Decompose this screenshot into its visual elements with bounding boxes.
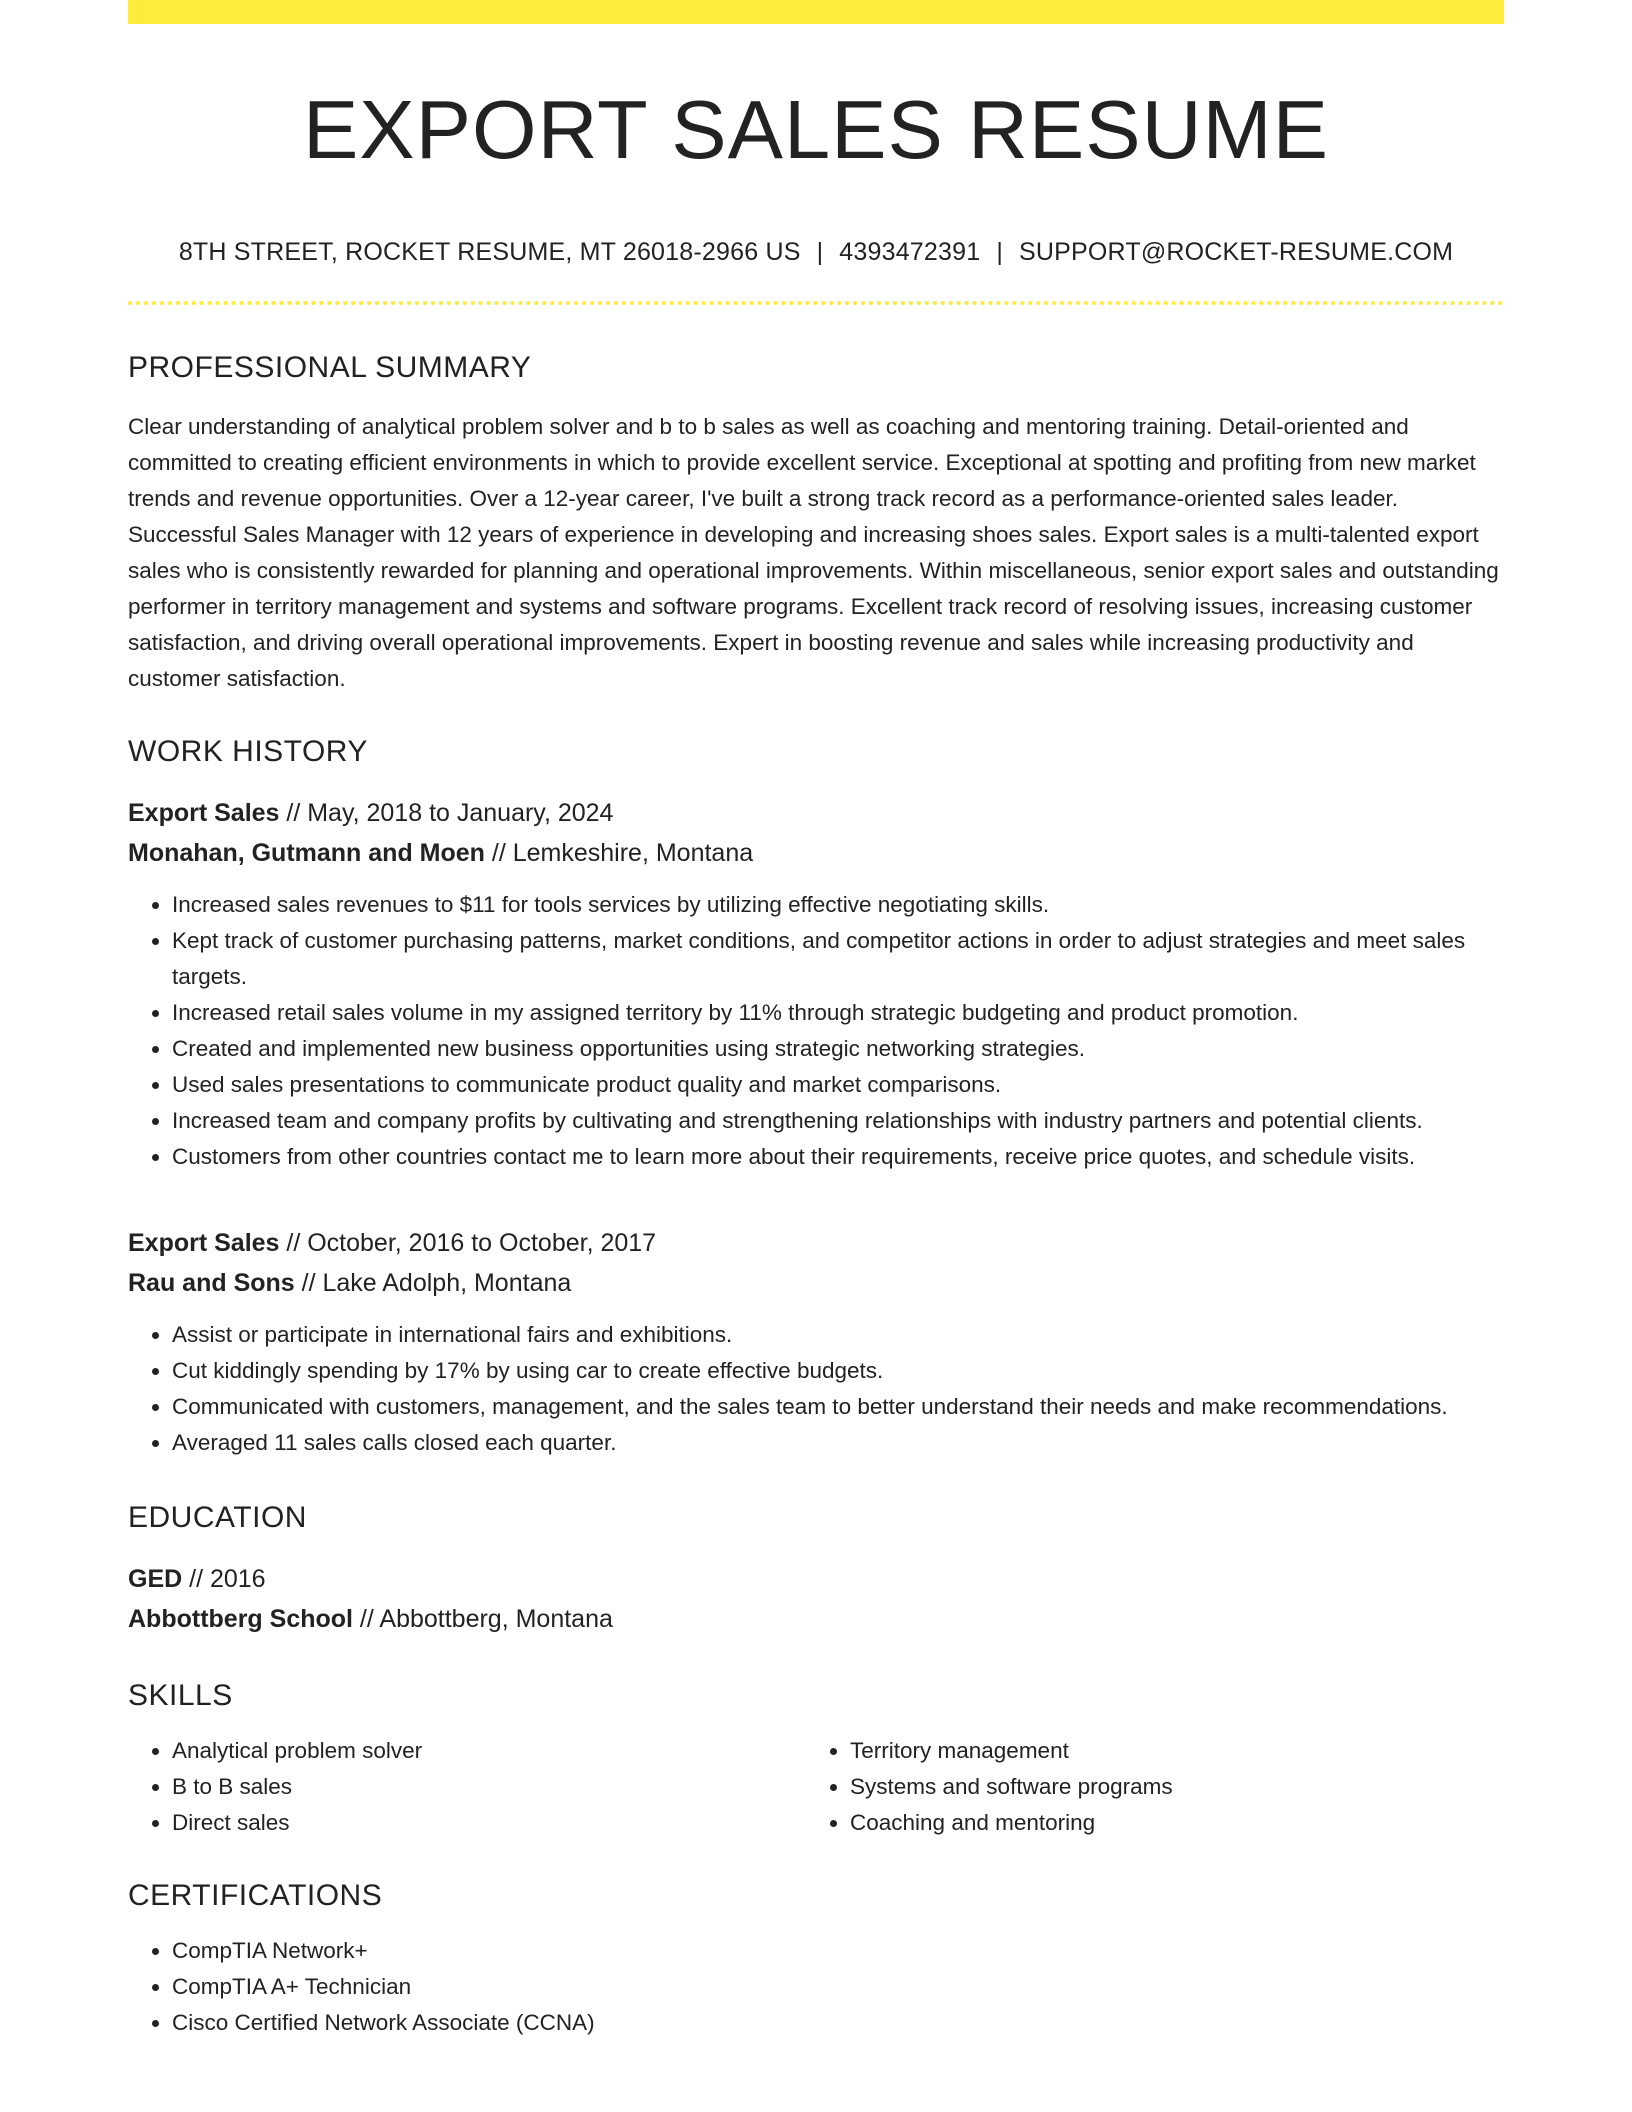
job-dates: // October, 2016 to October, 2017 <box>279 1229 657 1258</box>
certification-item: • CompTIA Network+ <box>172 1933 1504 1969</box>
summary-text: Clear understanding of analytical problem solver and b to b sales as well as coaching and mentoring training. Detail-oriented and committed to creating efficient environments in which to provide excellent service. Exceptional at spotting and profiting from new market trends and revenue opportunities. Over a 12-year career, I've built a strong track record as a performance-oriented sales leader. Successful Sales Manager with 12 years of experience in developing and increasing shoes sales. Export sales is a multi-talented export sales who is consistently rewarded for planning and operational improvements. Within miscellaneous, senior export sales and outstanding performer in territory management and systems and software programs. Excellent track record of resolving issues, increasing customer satisfaction, and driving overall operational improvements. Expert in boosting revenue and sales while increasing productivity and customer satisfaction. <box>128 414 1499 692</box>
job-entry <box>128 793 1504 1175</box>
contact-separator: | <box>816 238 824 267</box>
skill-item: • Territory management <box>850 1733 1484 1769</box>
job-bullet: • Communicated with customers, management, and the sales team to better understand their needs and make recommendations. <box>172 1389 1504 1425</box>
education-location: // Abbottberg, Montana <box>352 1605 613 1634</box>
skill-item: • B to B sales <box>172 1769 806 1805</box>
job-location: // Lemkeshire, Montana <box>484 839 754 868</box>
education-entry <box>128 1559 1504 1639</box>
education-degree-line <box>128 1559 1504 1599</box>
contact-separator: | <box>996 238 1004 267</box>
certifications-heading: CERTIFICATIONS <box>128 1879 383 1913</box>
certifications-list <box>128 1933 1504 2041</box>
job-bullets <box>128 887 1504 1175</box>
job-role-line <box>128 1223 1504 1263</box>
education-school-line <box>128 1599 1504 1639</box>
certification-item: • Cisco Certified Network Associate (CCNA) <box>172 2005 1504 2041</box>
job-bullet: • Increased retail sales volume in my assigned territory by 11% through strategic budgeting and product promotion. <box>172 995 1504 1031</box>
skills-heading: SKILLS <box>128 1679 233 1713</box>
contact-line <box>128 238 1504 267</box>
education-school: Abbottberg School <box>128 1605 353 1634</box>
certification-item: • CompTIA A+ Technician <box>172 1969 1504 2005</box>
job-bullet: • Customers from other countries contact me to learn more about their requirements, receive price quotes, and schedule visits. <box>172 1139 1504 1175</box>
job-bullet: • Increased team and company profits by cultivating and strengthening relationships with industry partners and potential clients. <box>172 1103 1504 1139</box>
dotted-divider <box>128 301 1504 305</box>
education-heading: EDUCATION <box>128 1501 307 1535</box>
contact-email: SUPPORT@ROCKET-RESUME.COM <box>1019 238 1454 267</box>
job-bullet: • Used sales presentations to communicate product quality and market comparisons. <box>172 1067 1504 1103</box>
job-bullet: • Kept track of customer purchasing patterns, market conditions, and competitor actions in order to adjust strategies and meet sales targets. <box>172 923 1504 995</box>
skills-right-list <box>806 1733 1484 1841</box>
job-role: Export Sales <box>128 799 280 828</box>
contact-address: 8TH STREET, ROCKET RESUME, MT 26018-2966 US <box>178 238 801 267</box>
job-bullet: • Created and implemented new business opportunities using strategic networking strategies. <box>172 1031 1504 1067</box>
skills-grid <box>128 1733 1504 1841</box>
job-company-line <box>128 833 1504 873</box>
job-bullets <box>128 1317 1504 1461</box>
skills-left-list <box>128 1733 806 1841</box>
job-location: // Lake Adolph, Montana <box>294 1269 572 1298</box>
skill-item: • Direct sales <box>172 1805 806 1841</box>
skill-item: • Coaching and mentoring <box>850 1805 1484 1841</box>
contact-phone: 4393472391 <box>839 238 981 267</box>
summary-heading: PROFESSIONAL SUMMARY <box>128 351 532 385</box>
job-bullet: • Averaged 11 sales calls closed each quarter. <box>172 1425 1504 1461</box>
education-degree: GED <box>128 1565 183 1594</box>
skill-item: • Analytical problem solver <box>172 1733 806 1769</box>
job-bullet: • Assist or participate in international fairs and exhibitions. <box>172 1317 1504 1353</box>
education-year: // 2016 <box>182 1565 266 1594</box>
job-company: Rau and Sons <box>128 1269 295 1298</box>
job-entry <box>128 1223 1504 1461</box>
skill-item: • Systems and software programs <box>850 1769 1484 1805</box>
job-role: Export Sales <box>128 1229 280 1258</box>
accent-top-bar <box>128 0 1504 24</box>
job-company-line <box>128 1263 1504 1303</box>
job-company: Monahan, Gutmann and Moen <box>128 839 485 868</box>
job-bullet: • Cut kiddingly spending by 17% by using car to create effective budgets. <box>172 1353 1504 1389</box>
resume-title: EXPORT SALES RESUME <box>302 83 1330 176</box>
work-history-heading: WORK HISTORY <box>128 735 368 769</box>
job-dates: // May, 2018 to January, 2024 <box>279 799 614 828</box>
resume-page <box>128 0 1504 2041</box>
job-bullet: • Increased sales revenues to $11 for tools services by utilizing effective negotiating skills. <box>172 887 1504 923</box>
job-role-line <box>128 793 1504 833</box>
